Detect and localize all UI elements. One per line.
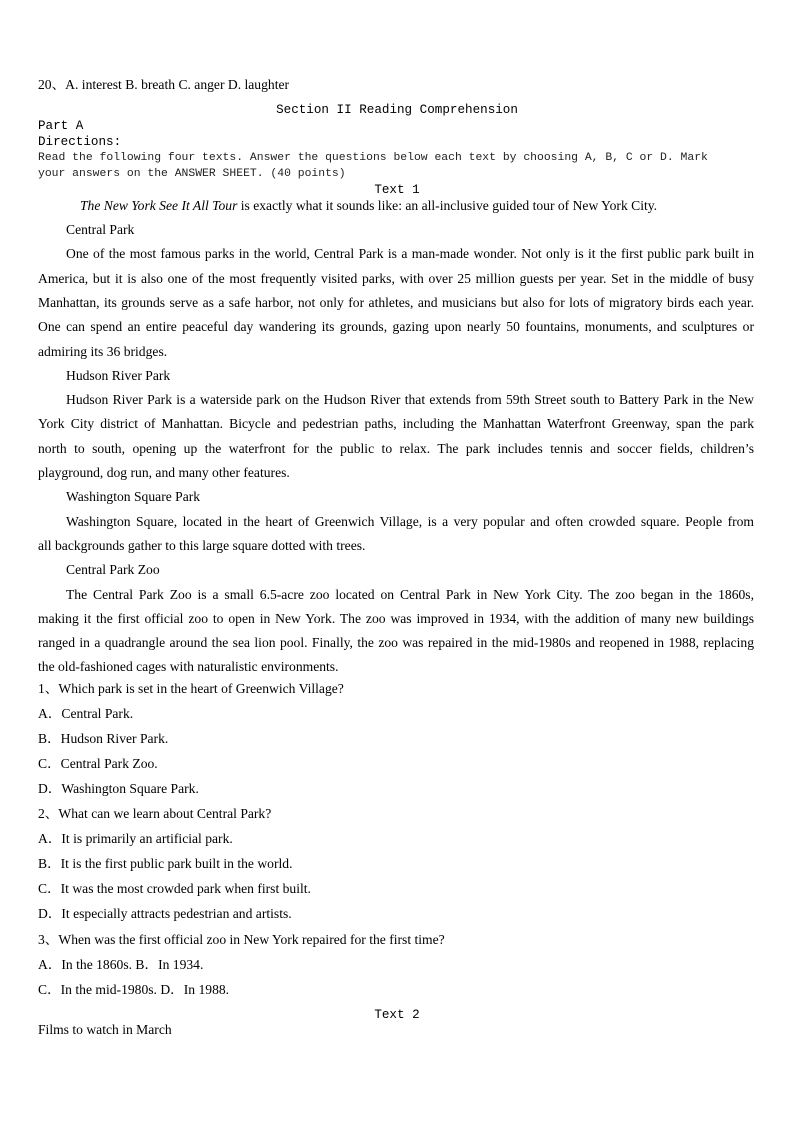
- answer-option: B．It is the first public park built in the world.: [38, 856, 293, 872]
- answer-option: B．Hudson River Park.: [38, 731, 169, 747]
- paragraph-line: Manhattan, its grounds serve as a safe harbor, not only for athletes, and musicians but also for lots of migratory birds each year.: [38, 294, 754, 310]
- intro-line: [80, 197, 657, 215]
- paragraph-line: admiring its 36 bridges.: [38, 343, 168, 359]
- park-heading: Central Park Zoo: [66, 562, 160, 578]
- paragraph-line: York City district of Manhattan. Bicycle and pedestrian paths, including the Manhattan Waterfront Greenway, span the park: [38, 416, 754, 432]
- paragraph-line: making it the first official zoo to open in New York. The zoo was improved in 1934, with the addition of many new buildings: [38, 610, 754, 626]
- answer-option: C．In the mid-1980s. D．In 1988.: [38, 981, 230, 997]
- answer-option: D．Washington Square Park.: [38, 781, 199, 797]
- paragraph-line: the old-fashioned cages with naturalistic environments.: [38, 659, 339, 675]
- directions-label: Directions:: [38, 135, 122, 149]
- park-heading: Hudson River Park: [66, 367, 171, 383]
- paragraph-line: One can spend an entire peaceful day wandering its grounds, gazing upon nearly 50 fountains, monuments, and sculptures or: [38, 319, 754, 335]
- section-title: Section II Reading Comprehension: [276, 103, 518, 117]
- question-stem: 1、Which park is set in the heart of Greenwich Village?: [38, 681, 344, 696]
- directions-text: Read the following four texts. Answer the questions below each text by choosing A, B, C or D. Mark: [38, 152, 708, 164]
- answer-option: A．In the 1860s. B．In 1934.: [38, 956, 204, 972]
- text1-title: Text 1: [374, 183, 420, 197]
- answer-option: C．Central Park Zoo.: [38, 756, 158, 772]
- question-20-options: 20、A. interest B. breath C. anger D. laughter: [38, 77, 290, 92]
- part-label: Part A: [38, 119, 84, 133]
- directions-text: your answers on the ANSWER SHEET. (40 points): [38, 168, 346, 180]
- answer-option: C．It was the most crowded park when first built.: [38, 881, 311, 897]
- answer-option: A．Central Park.: [38, 706, 134, 722]
- paragraph-line: north to south, opening up the waterfront for the public to relax. The park includes tennis and soccer fields, children’s: [38, 440, 754, 456]
- paragraph-line: playground, dog run, and many other features.: [38, 465, 290, 480]
- paragraph-line: One of the most famous parks in the world, Central Park is a man-made wonder. Not only is it the first public park built in: [66, 246, 754, 262]
- paragraph-line: The Central Park Zoo is a small 6.5-acre zoo located on Central Park in New York City. The zoo began in the 1860s,: [66, 586, 754, 602]
- park-heading: Washington Square Park: [66, 489, 201, 505]
- paragraph-line: Washington Square, located in the heart of Greenwich Village, is a very popular and often crowded square. People from: [66, 513, 754, 529]
- paragraph-line: America, but it is also one of the most frequently visited parks, with over 25 million guests per year. Set in the middle of busy: [38, 270, 754, 286]
- text2-first-line: Films to watch in March: [38, 1022, 172, 1037]
- text2-title: Text 2: [374, 1008, 420, 1022]
- paragraph-line: ranged in a quadrangle around the sea lion pool. Finally, the zoo was repaired in the mid-1980s and reopened in 1988, replacing: [38, 635, 754, 651]
- answer-option: D．It especially attracts pedestrian and artists.: [38, 906, 292, 922]
- paragraph-line: Hudson River Park is a waterside park on the Hudson River that extends from 59th Street south to Battery Park in the New: [66, 392, 754, 408]
- question-stem: 3、When was the first official zoo in New York repaired for the first time?: [38, 931, 445, 947]
- question-stem: 2、What can we learn about Central Park?: [38, 806, 272, 822]
- park-heading: Central Park: [66, 222, 135, 237]
- paragraph-line: all backgrounds gather to this large square dotted with trees.: [38, 537, 366, 553]
- tour-name: The New York See It All Tour: [80, 198, 238, 213]
- answer-option: A．It is primarily an artificial park.: [38, 831, 233, 847]
- intro-text: is exactly what it sounds like: an all-inclusive guided tour of New York City.: [237, 198, 658, 213]
